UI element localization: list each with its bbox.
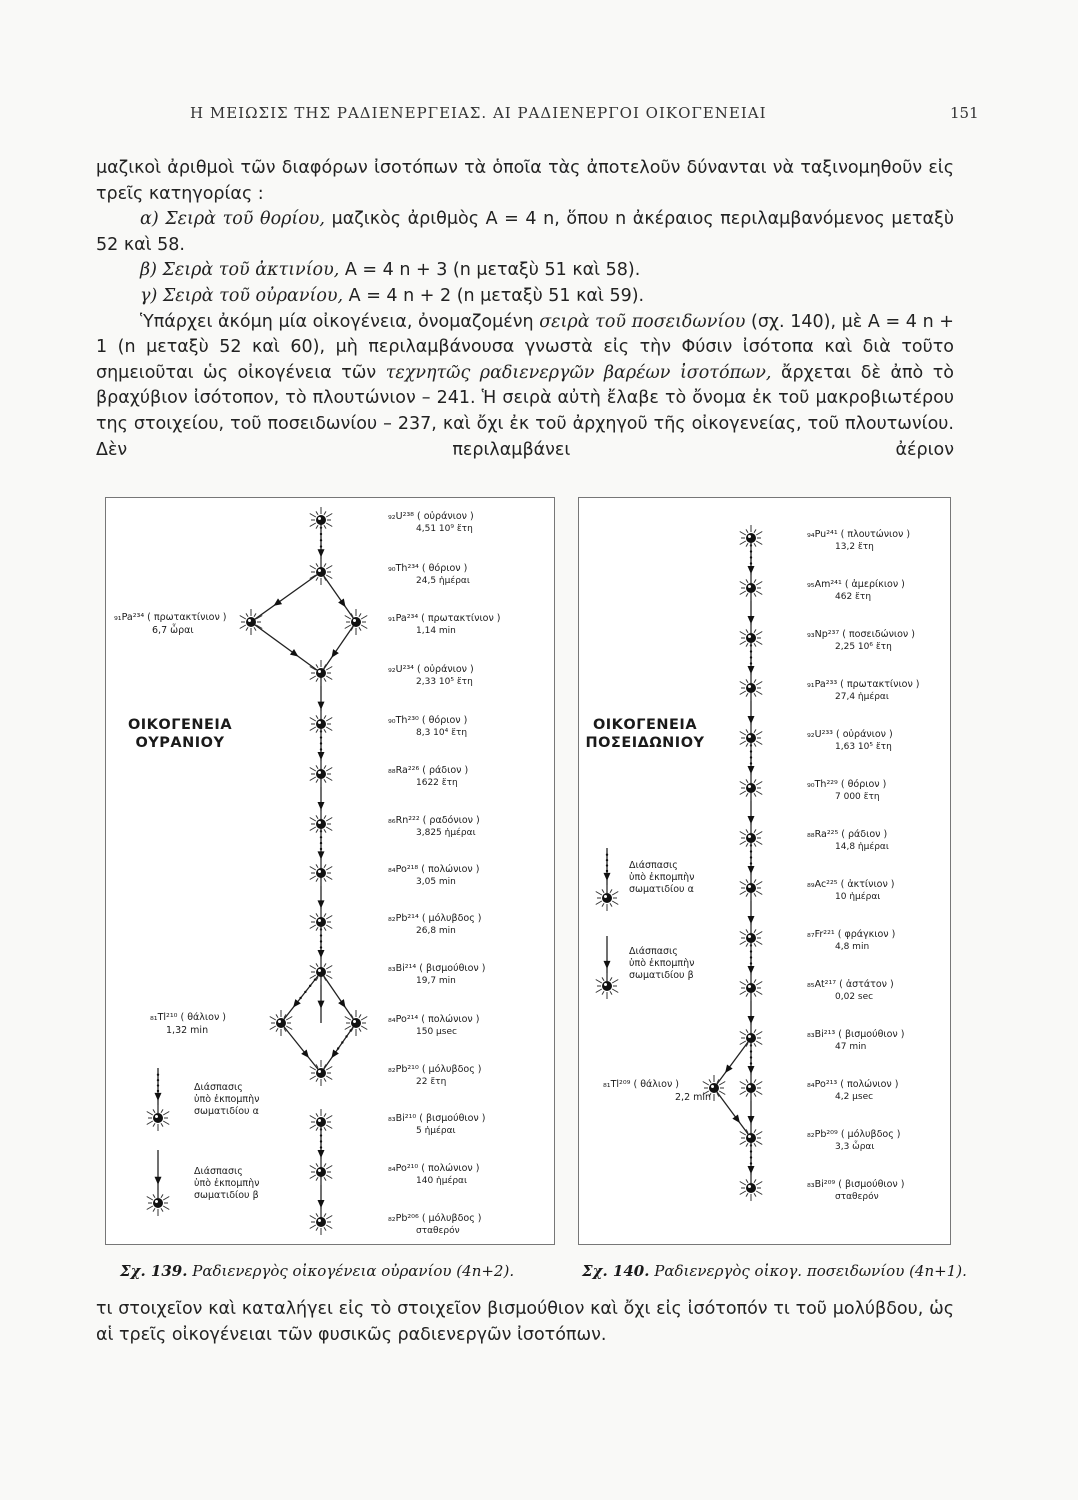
nuclide-label-symbol: ₈₃Bi²¹³ ( βισμούθιον ) <box>807 1029 905 1040</box>
item-b <box>96 258 954 284</box>
nuclide-label-halflife: 5 ἡμέραι <box>416 1126 456 1136</box>
nuclide-label-halflife: 1622 ἔτη <box>416 778 458 788</box>
nuclide-label-symbol: ₉₂U²³⁴ ( οὐράνιον ) <box>388 664 474 675</box>
nucleus-icon <box>310 660 333 686</box>
item-c-text: Α = 4 n + 2 (n μεταξὺ 51 καὶ 59). <box>343 285 645 306</box>
legend-alpha-icon <box>596 885 619 911</box>
item-a-label: α) Σειρὰ τοῦ θορίου, <box>140 209 325 230</box>
nucleus-icon <box>740 925 763 951</box>
branch-arrow <box>321 972 356 1023</box>
p2-part-c: (σχ. 140), μὲ Α = 4 n + 1 (n μεταξὺ 52 καὶ 60), μὴ περιλαμβάνουσα γνωστὰ εἰς τὴν Φύσιν ἰσότοπα καὶ διὰ τοῦτο σημειοῦται ὡς οἰκογένεια τῶν <box>96 311 954 383</box>
nuclide-label-halflife: 3,825 ἡμέραι <box>416 828 476 838</box>
nuclide-label <box>807 528 910 554</box>
nuclide-label-halflife: 13,2 ἔτη <box>835 542 874 552</box>
nuclide-label-symbol: ₉₂U²³³ ( οὐράνιον ) <box>807 729 893 740</box>
side-nuclide-pa234: ₉₁Pa²³⁴ ( πρωτακτίνιον ) 6,7 ὧραι <box>114 612 227 636</box>
nuclide-label <box>807 578 905 604</box>
branch-arrow <box>714 1038 751 1088</box>
nuclide-label-halflife: 7 000 ἔτη <box>835 792 880 802</box>
nuclide-label-halflife: 24,5 ἡμέραι <box>416 576 470 586</box>
nuclide-label-symbol: ₉₀Th²³⁰ ( θόριον ) <box>388 715 468 726</box>
nuclide-label-halflife: 4,8 min <box>835 942 870 952</box>
nuclide-label-symbol: ₈₇Fr²²¹ ( φράγκιον ) <box>807 929 896 940</box>
p2-part-b: σειρὰ τοῦ ποσειδωνίου <box>539 311 746 332</box>
nuclide-label-halflife: 3,3 ὧραι <box>835 1142 875 1152</box>
legend-beta-icon <box>596 973 619 999</box>
nuclide-label-halflife: 14,8 ἡμέραι <box>835 842 889 852</box>
nuclide-label-symbol: ₉₀Th²²⁹ ( θόριον ) <box>807 779 887 790</box>
legend-alpha-icon <box>147 1105 170 1131</box>
nuclide-label-symbol: ₈₂Pb²⁰⁶ ( μόλυβδος ) <box>388 1213 482 1224</box>
running-header: Η ΜΕΙΩΣΙΣ ΤΗΣ ΡΑΔΙΕΝΕΡΓΕΙΑΣ. ΑΙ ΡΑΔΙΕΝΕΡΓΟΙ ΟΙΚΟΓΕΝΕΙΑΙ <box>190 104 767 122</box>
nuclide-label-halflife: 47 min <box>835 1042 867 1052</box>
nucleus-icon <box>310 909 333 935</box>
nuclide-label <box>388 814 480 840</box>
nuclide-label-halflife: 150 μsec <box>416 1027 457 1037</box>
nucleus-icon <box>740 1175 763 1201</box>
closing-text <box>96 1297 954 1348</box>
nuclide-label-halflife: 1,14 min <box>416 626 456 636</box>
nucleus-icon <box>740 775 763 801</box>
nucleus-icon <box>740 1025 763 1051</box>
caption-140-number: Σχ. 140. <box>582 1262 650 1280</box>
nucleus-icon <box>740 975 763 1001</box>
branch-arrow <box>714 1088 751 1138</box>
nuclide-label <box>388 663 474 689</box>
nuclide-label <box>388 764 468 790</box>
caption-139-number: Σχ. 139. <box>120 1262 188 1280</box>
nuclide-label <box>807 928 895 954</box>
legend-beta-text-2: Διάσπασις ὑπὸ ἐκπομπὴν σωματιδίου β <box>629 946 695 981</box>
nucleus-icon <box>345 609 368 635</box>
legend-alpha-text-2: Διάσπασις ὑπὸ ἐκπομπὴν σωματιδίου α <box>629 860 695 895</box>
nuclide-label-symbol: ₈₄Po²¹⁰ ( πολώνιον ) <box>388 1163 480 1174</box>
nuclide-label <box>388 912 482 938</box>
side-nuclide-tl210: ₈₁Tl²¹⁰ ( θάλιον ) 1,32 min <box>150 1012 226 1036</box>
legend-beta-icon <box>147 1190 170 1216</box>
nuclide-label-halflife: 8,3 10⁴ ἔτη <box>416 728 468 738</box>
nucleus-icon <box>740 875 763 901</box>
nuclide-label <box>388 1013 479 1039</box>
nucleus-icon <box>310 860 333 886</box>
nuclide-label-halflife: σταθερόν <box>416 1226 460 1236</box>
nuclide-label <box>388 1162 479 1188</box>
branch-arrow <box>321 1023 356 1073</box>
item-c <box>96 284 954 310</box>
nuclide-label-halflife: 4,51 10⁹ ἔτη <box>416 524 473 534</box>
nucleus-icon <box>310 1159 333 1185</box>
nuclide-label-symbol: ₈₄Po²¹⁴ ( πολώνιον ) <box>388 1014 480 1025</box>
nucleus-icon <box>310 1109 333 1135</box>
nucleus-icon <box>740 1075 763 1101</box>
caption-fig139 <box>120 1262 514 1280</box>
p2-part-d: τεχνητῶς ραδιενεργῶν βαρέων ἰσοτόπων, <box>385 362 772 383</box>
nuclide-label <box>388 863 479 889</box>
nuclide-label-halflife: 0,02 sec <box>835 992 874 1002</box>
nuclide-label-symbol: ₈₃Bi²¹⁰ ( βισμούθιον ) <box>388 1113 486 1124</box>
item-b-label: β) Σειρὰ τοῦ ἀκτινίου, <box>140 260 340 281</box>
nuclide-label <box>807 1178 904 1204</box>
nucleus-icon <box>310 559 333 585</box>
nuclide-label <box>388 510 474 536</box>
figure-neptunium-family <box>578 497 951 1245</box>
nuclide-label-symbol: ₈₈Ra²²⁶ ( ράδιον ) <box>388 765 469 776</box>
nuclide-label-symbol: ₉₀Th²³⁴ ( θόριον ) <box>388 563 468 574</box>
p2-part-a: Ὑπάρχει ἀκόμη μία οἰκογένεια, ὀνομαζομένη <box>140 311 540 332</box>
branch-arrow <box>321 572 356 622</box>
nuclide-label-halflife: 140 ἡμέραι <box>416 1176 468 1186</box>
nucleus-icon <box>740 625 763 651</box>
branch-arrow <box>321 622 356 673</box>
nuclide-label-halflife: 462 ἔτη <box>835 592 872 602</box>
item-a <box>96 207 954 258</box>
item-a-text: μαζικὸς ἀριθμὸς Α = 4 n, ὅπου n ἀκέραιος περιλαμβανόμενος μεταξὺ 52 καὶ 58. <box>96 209 954 255</box>
nuclide-label-halflife: 2,33 10⁵ ἔτη <box>416 677 473 687</box>
item-b-text: Α = 4 n + 3 (n μεταξὺ 51 καὶ 58). <box>339 260 641 281</box>
paragraph-2 <box>96 310 954 464</box>
nuclide-label-symbol: ₉₁Pa²³³ ( πρωτακτίνιον ) <box>807 679 920 690</box>
nuclide-label <box>807 728 893 754</box>
nuclide-label-symbol: ₈₂Pb²⁰⁹ ( μόλυβδος ) <box>807 1129 901 1140</box>
nuclide-label-symbol: ₈₈Ra²²⁵ ( ράδιον ) <box>807 829 888 840</box>
nuclide-label-halflife: 22 ἔτη <box>416 1077 447 1087</box>
nuclide-label-symbol: ₉₃Np²³⁷ ( ποσειδώνιον ) <box>807 629 915 640</box>
nuclide-label-symbol: ₈₆Rn²²² ( ραδόνιον ) <box>388 815 480 826</box>
nuclide-label <box>807 878 895 904</box>
branch-arrow <box>251 572 321 622</box>
nuclide-label-halflife: 2,25 10⁶ ἔτη <box>835 642 892 652</box>
nuclide-label-halflife: 26,8 min <box>416 926 456 936</box>
nuclide-label-symbol: ₉₅Am²⁴¹ ( ἀμερίκιον ) <box>807 579 905 590</box>
nuclide-label-symbol: ₉₁Pa²³⁴ ( πρωτακτίνιον ) <box>388 613 501 624</box>
uranium-decay-chain <box>106 498 554 1244</box>
nucleus-icon <box>740 1125 763 1151</box>
paragraph-1: μαζικοὶ ἀριθμοὶ τῶν διαφόρων ἰσοτόπων τὰ ὁποῖα τὰς ἀποτελοῦν δύνανται νὰ ταξινομηθοῦν εἰς τρεῖς κατηγορίας : <box>96 158 954 204</box>
branch-arrow <box>281 1023 321 1073</box>
branch-arrow <box>251 622 321 673</box>
nucleus-icon <box>740 575 763 601</box>
caption-140-text: Ραδιενεργὸς οἰκογ. ποσειδωνίου (4n+1). <box>649 1262 967 1280</box>
caption-fig140 <box>582 1262 967 1280</box>
nuclide-label-halflife: 3,05 min <box>416 877 456 887</box>
nuclide-label <box>807 978 894 1004</box>
nuclide-label-halflife: 4,2 μsec <box>835 1092 874 1102</box>
nuclide-label <box>388 714 467 740</box>
nuclide-label-halflife: 27,4 ἡμέραι <box>835 692 889 702</box>
figure-uranium-family <box>105 497 555 1245</box>
nucleus-icon <box>310 761 333 787</box>
nuclide-label-symbol: ₈₄Po²¹⁸ ( πολώνιον ) <box>388 864 480 875</box>
nuclide-label <box>388 612 501 638</box>
nuclide-label <box>388 1212 482 1238</box>
nuclide-label-symbol: ₈₃Bi²⁰⁹ ( βισμούθιον ) <box>807 1179 905 1190</box>
uranium-family-title: ΟΙΚΟΓΕΝΕΙΑ ΟΥΡΑΝΙΟΥ <box>127 717 233 751</box>
page-number: 151 <box>950 104 979 122</box>
nuclide-label-symbol: ₈₅At²¹⁷ ( ἀστάτον ) <box>807 979 894 990</box>
nucleus-icon <box>310 711 333 737</box>
nuclide-label <box>388 1112 485 1138</box>
nuclide-label-halflife: σταθερόν <box>835 1192 879 1202</box>
nucleus-icon <box>310 811 333 837</box>
nuclide-label <box>807 778 886 804</box>
nuclide-label <box>388 562 470 588</box>
nuclide-label-symbol: ₈₃Bi²¹⁴ ( βισμούθιον ) <box>388 963 486 974</box>
nuclide-label-symbol: ₉₂U²³⁸ ( οὐράνιον ) <box>388 511 474 522</box>
nucleus-icon <box>740 725 763 751</box>
nuclide-label <box>807 1028 904 1054</box>
neptunium-family-title: ΟΙΚΟΓΕΝΕΙΑ ΠΟΣΕΙΔΩΝΙΟΥ <box>585 717 705 751</box>
nuclide-label <box>388 1063 482 1089</box>
caption-139-text: Ραδιενεργὸς οἰκογένεια οὐρανίου (4n+2). <box>187 1262 515 1280</box>
nuclide-label-symbol: ₉₄Pu²⁴¹ ( πλουτώνιον ) <box>807 529 911 540</box>
legend-alpha-text: Διάσπασις ὑπὸ ἐκπομπὴν σωματιδίου α <box>194 1082 260 1117</box>
nuclide-label-symbol: ₈₂Pb²¹⁰ ( μόλυβδος ) <box>388 1064 482 1075</box>
item-c-label: γ) Σειρὰ τοῦ οὐρανίου, <box>140 285 344 306</box>
body-text <box>96 156 954 463</box>
legend-beta-text: Διάσπασις ὑπὸ ἐκπομπὴν σωματιδίου β <box>194 1166 260 1201</box>
nucleus-icon <box>345 1010 368 1036</box>
nuclide-label-symbol: ₈₂Pb²¹⁴ ( μόλυβδος ) <box>388 913 482 924</box>
closing-paragraph: τι στοιχεῖον καὶ καταλήγει εἰς τὸ στοιχεῖον βισμούθιον καὶ ὄχι εἰς ἰσότοπόν τι τοῦ μολύβδου, ὡς αἱ τρεῖς οἰκογένειαι τῶν φυσικῶς ραδιενεργῶν ἰσοτόπων. <box>96 1299 954 1345</box>
nuclide-label <box>388 962 485 988</box>
nuclide-label-symbol: ₈₉Ac²²⁵ ( ἀκτίνιον ) <box>807 879 895 890</box>
nuclide-label-halflife: 10 ἡμέραι <box>835 892 881 902</box>
nuclide-label <box>807 1128 901 1154</box>
nuclide-label <box>807 1078 898 1104</box>
nucleus-icon <box>740 675 763 701</box>
nucleus-icon <box>740 525 763 551</box>
branch-arrow <box>281 972 321 1023</box>
nucleus-icon <box>310 1209 333 1235</box>
nuclide-label-symbol: ₈₄Po²¹³ ( πολώνιον ) <box>807 1079 899 1090</box>
nuclide-label-halflife: 19,7 min <box>416 976 456 986</box>
nuclide-label <box>807 828 889 854</box>
nucleus-icon <box>740 825 763 851</box>
nucleus-icon <box>240 609 263 635</box>
nucleus-icon <box>310 507 333 533</box>
side-nuclide-tl209: ₈₁Tl²⁰⁹ ( θάλιον ) 2,2 min <box>603 1079 712 1103</box>
p2-part-e: ἄρχεται δὲ ἀπὸ τὸ βραχύβιον ἰσότοπον, τὸ πλουτώνιον – 241. Ἡ σειρὰ αὐτὴ ἔλαβε τὸ ὄνομα ἐκ τοῦ μακροβιωτέρου της στοιχείου, τοῦ ποσειδωνίου – 237, καὶ ὄχι ἐκ τοῦ ἀρχηγοῦ τῆς οἰκογενείας, τοῦ πλουτωνίου. Δὲν περιλαμβάνει ἀέριον <box>96 362 954 460</box>
nuclide-label <box>807 628 915 654</box>
nuclide-label <box>807 678 920 704</box>
nuclide-label-halflife: 1,63 10⁵ ἔτη <box>835 742 892 752</box>
